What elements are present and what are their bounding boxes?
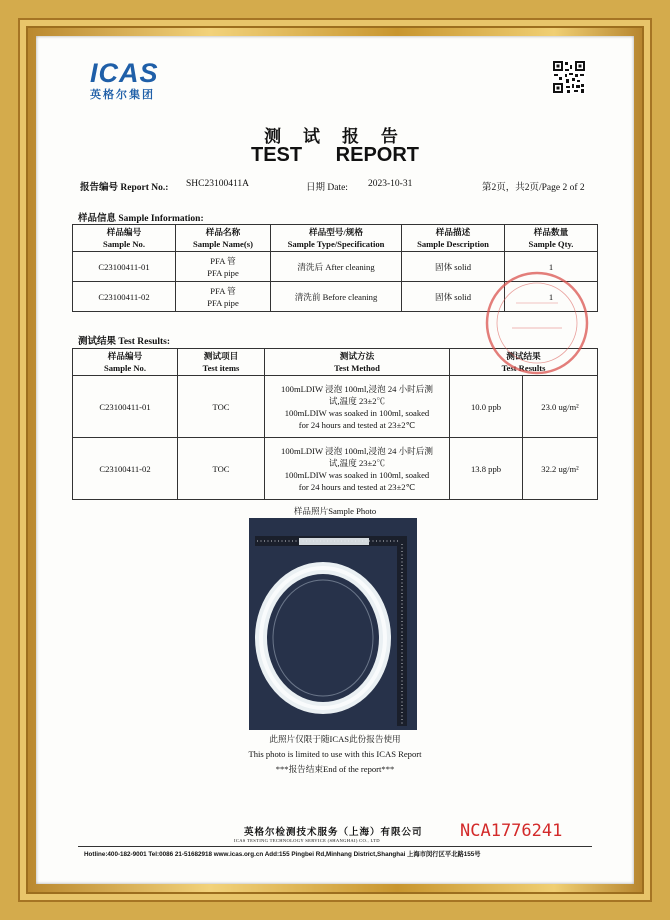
sample-desc-cell: 固体 solid [402,282,505,312]
sample-type-cell: 清洗前 Before cleaning [271,282,402,312]
icas-logo [90,58,159,102]
company-seal-stamp [482,268,592,378]
title-chinese: 测 试 报 告 [264,127,406,147]
header-cell: 测试方法 Test Method [265,349,450,376]
serial-number: NCA1776241 [460,821,563,841]
sample-name-cell: PFA 管 PFA pipe [176,282,271,312]
header-cell: 测试项目 Test items [178,349,265,376]
header-cell: 样品编号 Sample No. [73,225,176,252]
sample-no-cell: C23100411-01 [73,376,178,438]
sample-info-label: 样品信息 Sample Information: [78,214,204,224]
table-row [73,438,598,500]
photo-note-chinese: 此照片仅限于随ICAS此份报告使用 [269,734,401,744]
test-item-cell: TOC [178,438,265,500]
company-name-chinese: 英格尔检测技术服务（上海）有限公司 [244,827,423,838]
result-ug-cell: 32.2 ug/m² [523,438,598,500]
sample-no-cell: C23100411-02 [73,438,178,500]
page-number: 第2页，共2页/Page 2 of 2 [482,183,585,193]
test-method-cell: 100mLDIW 浸泡 100ml,浸泡 24 小时后测 试,温度 23±2℃ 100mLDIW was soaked in 100ml, soaked for 24 hours and tested at 23±2℃ [265,376,450,438]
photo-caption: 样品照片Sample Photo [293,506,377,516]
result-ppb-cell: 13.8 ppb [450,438,523,500]
date-value: 2023-10-31 [368,179,413,189]
sample-no-cell: C23100411-01 [73,252,176,282]
header-cell: 样品编号 Sample No. [73,349,178,376]
header-cell: 样品描述 Sample Description [402,225,505,252]
result-ppb-cell: 10.0 ppb [450,376,523,438]
sample-qty-cell: 1 [505,282,598,312]
photo-note-english: This photo is limited to use with this ICAS Report [248,749,422,759]
test-method-cell: 100mLDIW 浸泡 100ml,浸泡 24 小时后测 试,温度 23±2℃ 100mLDIW was soaked in 100ml, soaked for 24 hours and tested at 23±2℃ [265,438,450,500]
sample-desc-cell: 固体 solid [402,252,505,282]
sample-no-cell: C23100411-02 [73,282,176,312]
header-cell: 样品名称 Sample Name(s) [176,225,271,252]
title-english: TEST REPORT [250,144,419,166]
sample-photo [249,518,417,730]
company-name-english: ICAS TESTING TECHNOLOGY SERVICE (SHANGHAI) CO., LTD [234,838,380,843]
sample-name-cell: PFA 管 PFA pipe [176,252,271,282]
logo-subtitle: 英格尔集团 [90,88,155,101]
footer-divider [78,846,592,847]
test-item-cell: TOC [178,376,265,438]
footer-contact-info: Hotline:400-182-9001 Tel:0086 21-51682918 www.icas.org.cn Add:155 Pingbei Rd,Minhang District,Shanghai 上海市闵行区平北路155号 [84,851,481,858]
qr-code-icon [552,60,586,94]
sample-type-cell: 清洗后 After cleaning [271,252,402,282]
header-cell: 样品型号/规格 Sample Type/Specification [271,225,402,252]
report-page [36,36,634,884]
header-cell: 样品数量 Sample Qty. [505,225,598,252]
table-row [73,376,598,438]
date-label: 日期 Date: [306,183,348,193]
report-no-value: SHC23100411A [186,179,249,189]
sample-qty-cell: 1 [505,252,598,282]
test-results-label: 测试结果 Test Results: [78,337,171,347]
logo-text: ICAS [90,58,159,88]
report-no-label: 报告编号 Report No.: [80,183,169,193]
table-header-row [73,225,598,252]
result-ug-cell: 23.0 ug/m² [523,376,598,438]
header-cell: 测试结果 Test Results [450,349,598,376]
end-of-report: ***报告结束End of the report*** [275,764,395,774]
